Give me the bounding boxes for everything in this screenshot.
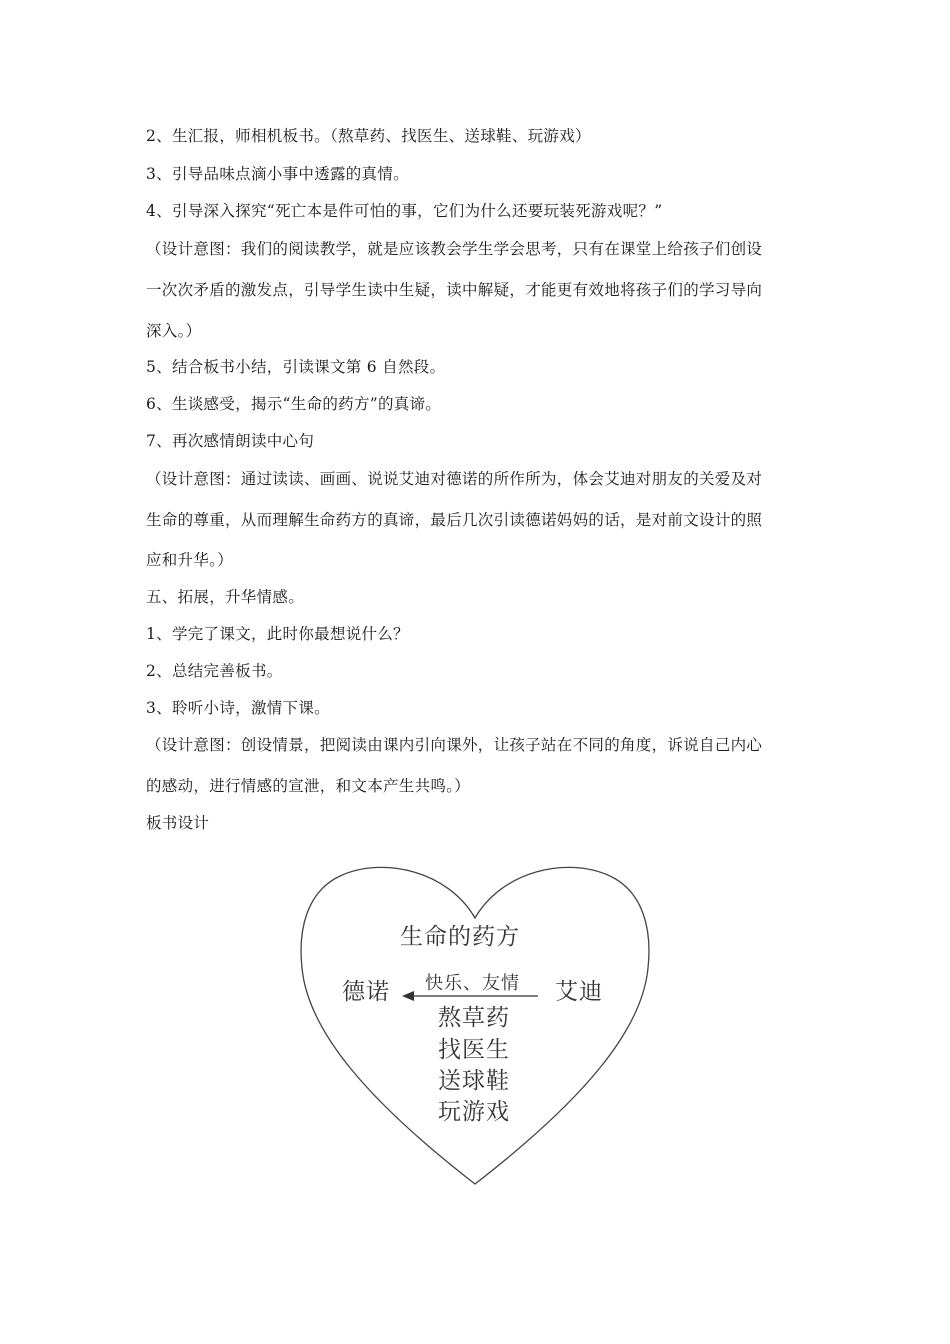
arrow-head [402, 991, 414, 1001]
board-action: 找医生 [438, 1037, 510, 1063]
board-design-diagram [298, 856, 652, 1186]
text-line: 5、结合板书小结，引读课文第 6 自然段。 [146, 358, 446, 376]
text-line: 6、生谈感受，揭示“生命的药方”的真谛。 [146, 395, 442, 413]
board-right-name: 艾迪 [555, 979, 603, 1005]
section-heading: 五、拓展，升华情感。 [146, 588, 305, 606]
design-intent-line: 一次次矛盾的激发点，引导学生读中生疑，读中解疑，才能更有效地将孩子们的学习导向 [146, 281, 763, 299]
text-line: 3、聆听小诗，激情下课。 [146, 699, 330, 717]
board-arrow-label: 快乐、友情 [425, 973, 520, 994]
board-action: 送球鞋 [438, 1068, 510, 1094]
board-left-name: 德诺 [342, 979, 390, 1005]
design-intent-line: 生命的尊重，从而理解生命药方的真谛，最后几次引读德诺妈妈的话，是对前文设计的照 [146, 511, 763, 529]
board-design-heading: 板书设计 [146, 814, 210, 832]
design-intent-line: 应和升华。） [146, 551, 234, 569]
text-line: 2、生汇报，师相机板书。（熬草药、找医生、送球鞋、玩游戏） [146, 127, 591, 145]
design-intent-line: （设计意图：创设情景，把阅读由课内引向课外，让孩子站在不同的角度，诉说自己内心 [146, 736, 763, 754]
design-intent-line: （设计意图：通过读读、画画、说说艾迪对德诺的所作所为，体会艾迪对朋友的关爱及对 [146, 470, 763, 488]
text-line: 7、再次感情朗读中心句 [146, 432, 315, 450]
board-action: 熬草药 [438, 1005, 510, 1031]
text-line: 2、总结完善板书。 [146, 662, 283, 680]
design-intent-line: 的感动，进行情感的宣泄，和文本产生共鸣。） [146, 777, 471, 795]
board-action: 玩游戏 [438, 1099, 510, 1125]
design-intent-line: （设计意图：我们的阅读教学，就是应该教会学生学会思考，只有在课堂上给孩子们创设 [146, 240, 763, 258]
board-title: 生命的药方 [400, 924, 520, 950]
text-line: 3、引导品味点滴小事中透露的真情。 [146, 165, 409, 183]
text-line: 1、学完了课文，此时你最想说什么？ [146, 625, 409, 643]
text-line: 4、引导深入探究“死亡本是件可怕的事，它们为什么还要玩装死游戏呢？” [146, 202, 663, 220]
design-intent-line: 深入。） [146, 322, 202, 340]
